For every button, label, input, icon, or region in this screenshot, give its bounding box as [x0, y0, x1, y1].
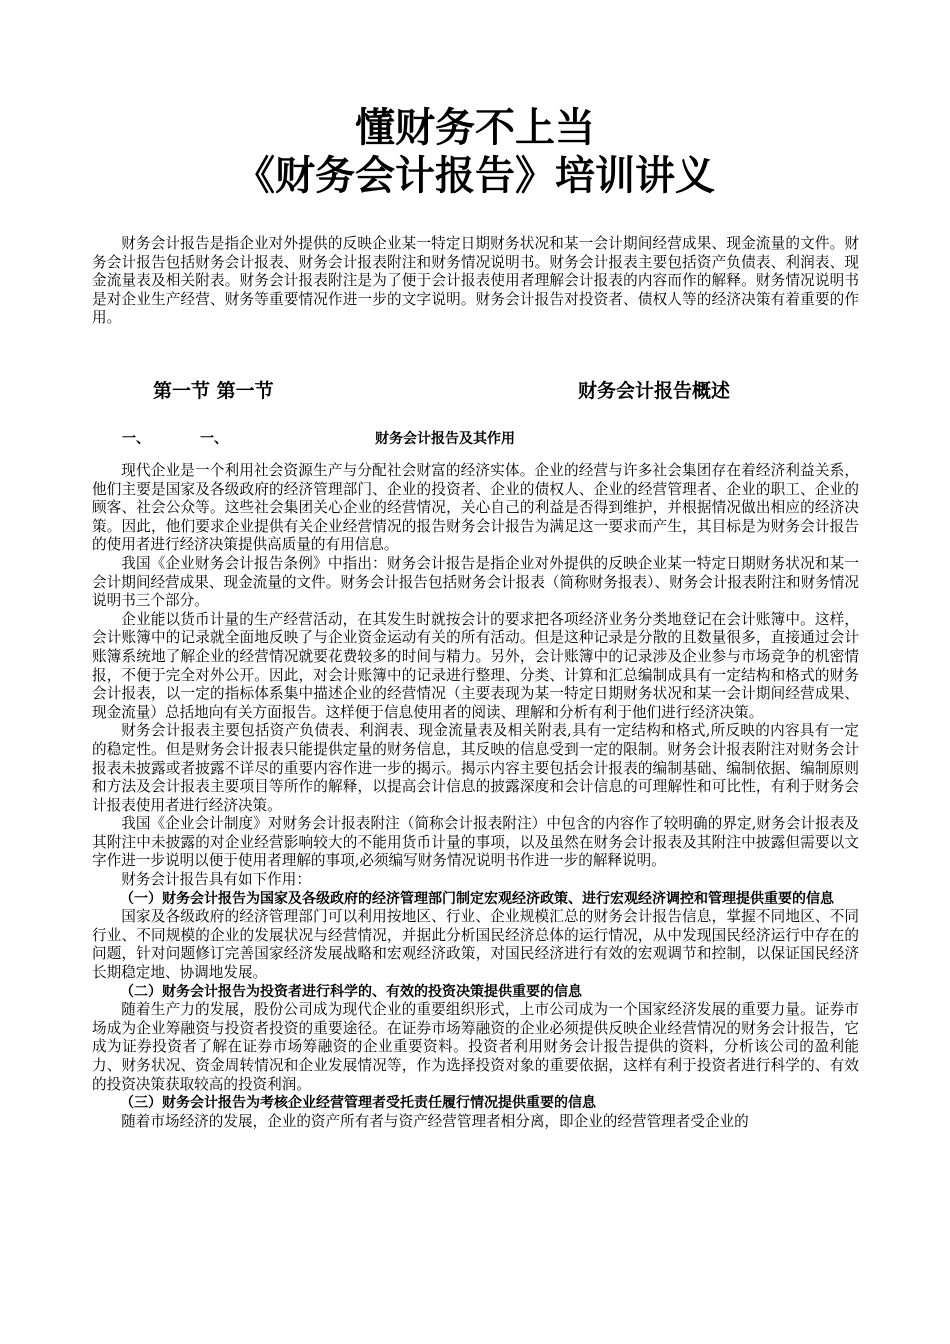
body-paragraph: 随着生产力的发展，股份公司成为现代企业的重要组织形式，上市公司成为一个国家经济发展的重要力量。证券市场成为企业筹融资与投资者投资的重要途径。在证券市场筹融资的企业必须提供反映企业经营情况的财务会计报告，它成为证券投资者了解在证券市场筹融资的企业重要资料。投资者利用财务会计报告提供的资料，分析该公司的盈利能力、财务状况、资金周转情况和企业发展情况等，作为选择投资对象的重要依据，这样有利于投资者进行科学的、有效的投资决策获取较高的投资利润。 — [92, 1001, 859, 1093]
body-paragraph: 财务会计报告具有如下作用： — [121, 871, 311, 889]
document-title-line2: 《财务会计报告》培训讲义 — [235, 153, 715, 199]
body-paragraph: 随着市场经济的发展，企业的资产所有者与资产经营管理者相分离，即企业的经营管理者受企业的 — [121, 1112, 749, 1130]
subsection-heading — [0, 428, 950, 448]
subsection-title: 财务会计报告及其作用 — [375, 431, 515, 447]
intro-paragraph: 财务会计报告是指企业对外提供的反映企业某一特定日期财务状况和某一会计期间经营成果、现金流量的文件。财务会计报告包括财务会计报表、财务会计报表附注和财务情况说明书。财务会计报表主要包括资产负债表、利润表、现金流量表及相关附表。财务会计报表附注是为了便于会计报表使用者理解会计报表的内容而作的解释。财务情况说明书是对企业生产经营、财务等重要情况作进一步的文字说明。财务会计报告对投资者、债权人等的经济决策有着重要的作用。 — [92, 235, 859, 327]
body-paragraph: 财务会计报表主要包括资产负债表、利润表、现金流量表及相关附表,具有一定结构和格式,所反映的内容具有一定的稳定性。但是财务会计报表只能提供定量的财务信息，其反映的信息受到一定的限制。财务会计报表附注对财务会计报表未披露或者披露不详尽的重要内容作进一步的揭示。揭示内容主要包括会计报表的编制基础、编制依据、编制原则和方法及会计报表主要项目等所作的解释，以提高会计信息的披露深度和会计信息的可理解性和可比性，有利于财务会计报表使用者进行经济决策。 — [92, 722, 859, 814]
section-title: 财务会计报告概述 — [578, 380, 731, 402]
subsection-number-1: 一、 — [122, 431, 150, 447]
subsection-number-2: 一、 — [200, 431, 228, 447]
body-paragraph: 我国《企业会计制度》对财务会计报表附注（简称会计报表附注）中包含的内容作了较明确的界定,财务会计报表及其附注中未披露的对企业经营影响较大的不能用货币计量的事项，以及虽然在财务会计报表及其附注中披露但需要以文字作进一步说明以便于使用者理解的事项,必须编写财务情况说明书作进一步的解释说明。 — [92, 815, 859, 870]
intro-block — [92, 235, 859, 328]
body-paragraph: 国家及各级政府的经济管理部门可以利用按地区、行业、企业规模汇总的财务会计报告信息，掌握不同地区、不同行业、不同规模的企业的发展状况与经营情况，并据此分析国民经济总体的运行情况，从中发现国民经济运行中存在的问题，针对问题修订完善国家经济发展战略和宏观经济政策，对国民经济进行有效的宏观调节和控制，以保证国民经济长期稳定地、协调地发展。 — [92, 908, 859, 982]
role-heading: （二）财务会计报告为投资者进行科学的、有效的投资决策提供重要的信息 — [120, 983, 582, 1000]
document-title-line1: 懂财务不上当 — [355, 105, 595, 151]
role-heading: （一）财务会计报告为国家及各级政府的经济管理部门制定宏观经济政策、进行宏观经济调控和管理提供重要的信息 — [120, 890, 834, 907]
body-paragraph: 现代企业是一个利用社会资源生产与分配社会财富的经济实体。企业的经营与许多社会集团存在着经济利益关系，他们主要是国家及各级政府的经济管理部门、企业的投资者、企业的债权人、企业的经营管理者、企业的职工、企业的顾客、社会公众等。这些社会集团关心企业的经营情况，关心自己的利益是否得到维护，并根据情况做出相应的经济决策。因此，他们要求企业提供有关企业经营情况的报告财务会计报告为满足这一要求而产生，其目标是为财务会计报告的使用者进行经济决策提供高质量的有用信息。 — [92, 462, 859, 554]
body-paragraph: 我国《企业财务会计报告条例》中指出：财务会计报告是指企业对外提供的反映企业某一特定日期财务状况和某一会计期间经营成果、现金流量的文件。财务会计报告包括财务会计报表（简称财务报表）、财务会计报表附注和财务情况说明书三个部分。 — [92, 554, 859, 610]
section-number: 第一节 第一节 — [153, 380, 274, 402]
role-heading: （三）财务会计报告为考核企业经营管理者受托责任履行情况提供重要的信息 — [120, 1095, 596, 1112]
body-text — [92, 462, 859, 1131]
body-paragraph: 企业能以货币计量的生产经营活动，在其发生时就按会计的要求把各项经济业务分类地登记在会计账簿中。这样，会计账簿中的记录就全面地反映了与企业资金运动有关的所有活动。但是这种记录是分散的且数量很多，直接通过会计账簿系统地了解企业的经营情况就要花费较多的时间与精力。另外，会计账簿中的记录涉及企业参与市场竞争的机密情报，不便于完全对外公开。因此，对会计账簿中的记录进行整理、分类、计算和汇总编制成具有一定结构和格式的财务会计报表，以一定的指标体系集中描述企业的经营情况（主要表现为某一特定日期财务状况和某一会计期间经营成果、现金流量）总括地向有关方面报告。这样便于信息使用者的阅读、理解和分析有利于他们进行经济决策。 — [92, 610, 859, 721]
section-heading — [0, 376, 950, 402]
